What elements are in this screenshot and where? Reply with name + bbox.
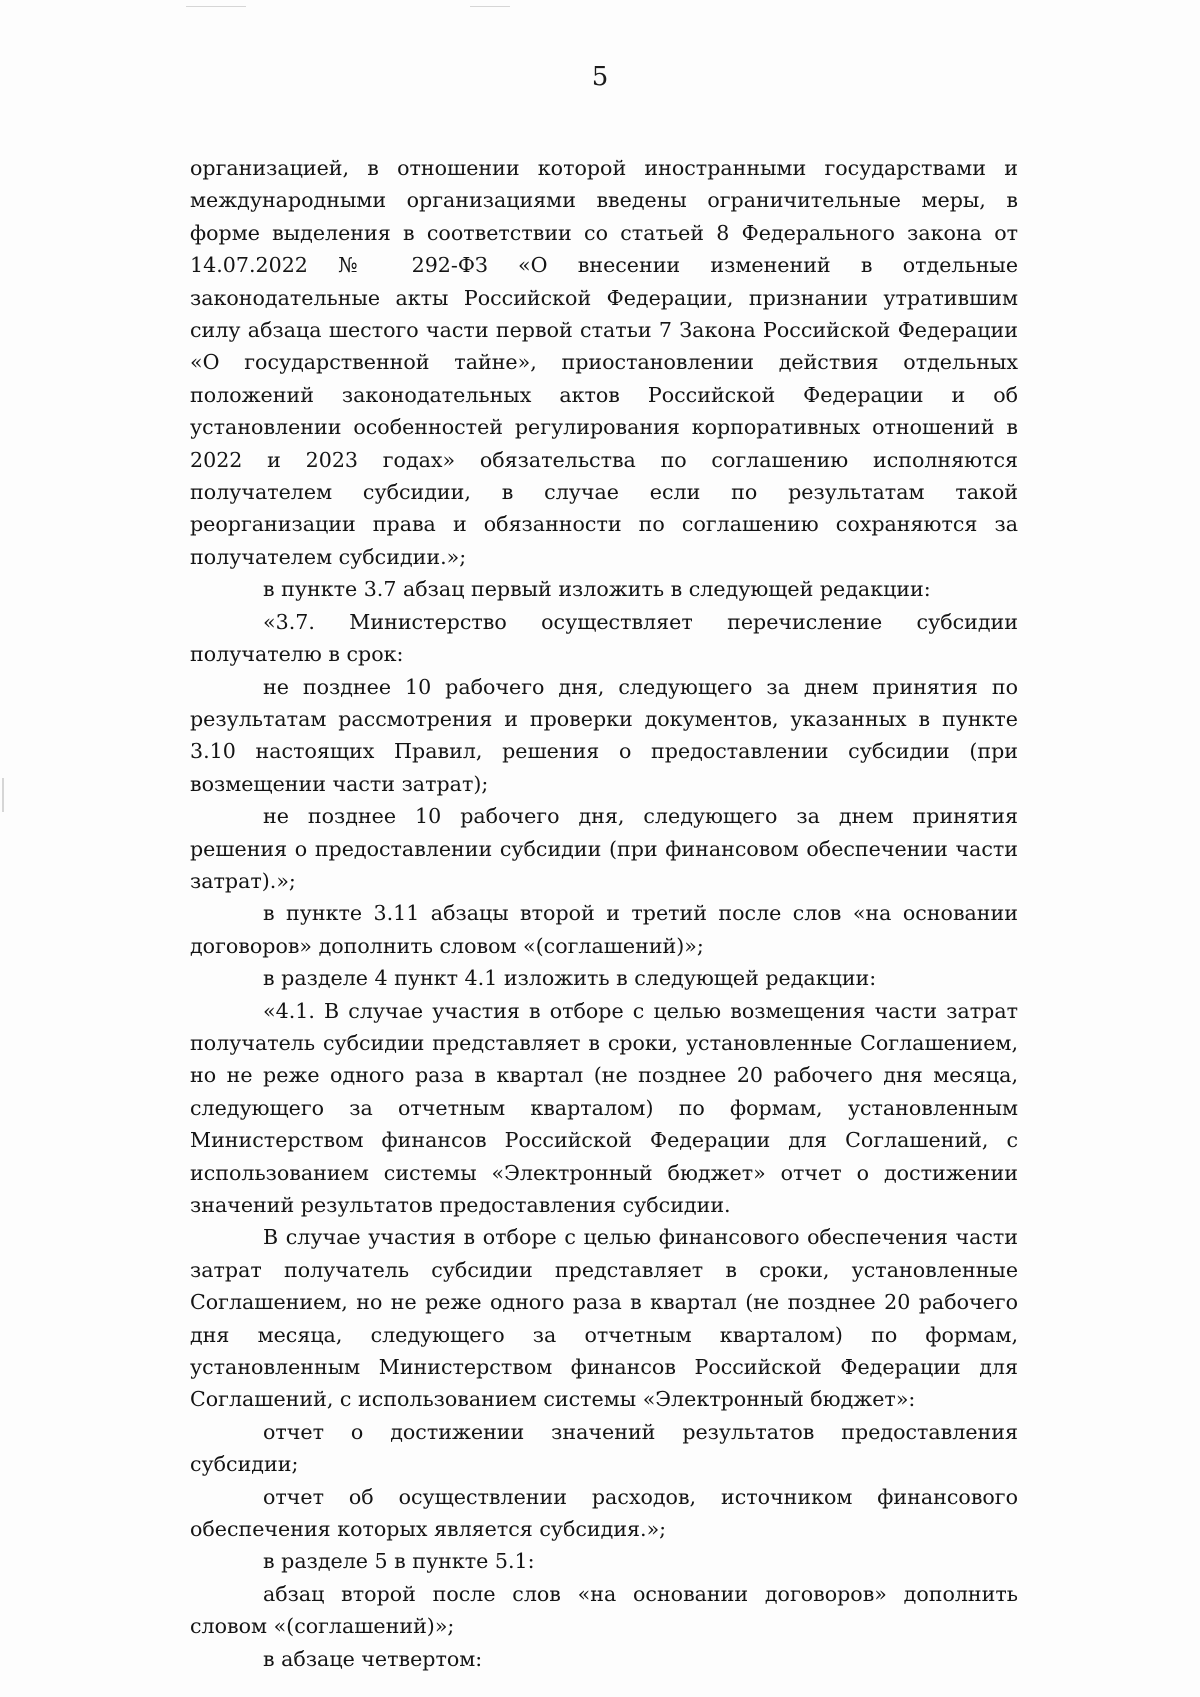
paragraph: организацией, в отношении которой иностранными государствами и международными организациями введены ограничительные меры, в форме выделения в соответствии со статьей 8 Федерального закона от 14.07.2022 № 292-ФЗ «О внесении изменений в отдельные законодательные акты Российской Федерации, признании утратившим силу абзаца шестого части первой статьи 7 Закона Российской Федерации «О государственной тайне», приостановлении действия отдельных положений законодательных актов Российской Федерации и об установлении особенностей регулирования корпоративных отношений в 2022 и 2023 годах» обязательства по соглашению исполняются получателем субсидии, в случае если по результатам такой реорганизации права и обязанности по соглашению сохраняются за получателем субсидии.»; <box>190 156 1018 569</box>
paragraph: отчет о достижении значений результатов предоставления субсидии; <box>190 1419 1018 1477</box>
scan-artifact <box>470 6 510 7</box>
page-number: 5 <box>591 62 609 92</box>
paragraph: в разделе 4 пункт 4.1 изложить в следующей редакции: <box>263 966 877 991</box>
paragraph: «4.1. В случае участия в отборе с целью возмещения части затрат получатель субсидии представляет в сроки, установленные Соглашением, но не реже одного раза в квартал (не позднее 20 рабочего дня месяца, следующего за отчетным кварталом) по формам, установленным Министерством финансов Российской Федерации для Соглашений, с использованием системы «Электронный бюджет» отчет о достижении значений результатов предоставления субсидии. <box>190 998 1018 1217</box>
scan-artifact <box>186 6 246 7</box>
paragraph: в пункте 3.7 абзац первый изложить в следующей редакции: <box>263 577 931 602</box>
paragraph: в разделе 5 в пункте 5.1: <box>263 1549 535 1574</box>
paragraph: не позднее 10 рабочего дня, следующего за днем принятия по результатам рассмотрения и проверки документов, указанных в пункте 3.10 настоящих Правил, решения о предоставлении субсидии (при возмещении части затрат); <box>190 674 1018 796</box>
paragraph: в абзаце четвертом: <box>263 1646 483 1671</box>
paragraph: в пункте 3.11 абзацы второй и третий после слов «на основании договоров» дополнить словом «(соглашений)»; <box>190 901 1018 958</box>
paragraph: В случае участия в отборе с целью финансового обеспечения части затрат получатель субсидии представляет в сроки, установленные Соглашением, но не реже одного раза в квартал (не позднее 20 рабочего дня месяца, следующего за отчетным кварталом) по формам, установленным Министерством финансов Российской Федерации для Соглашений, с использованием системы «Электронный бюджет»: <box>190 1225 1018 1412</box>
paragraph: отчет об осуществлении расходов, источником финансового обеспечения которых является субсидия.»; <box>190 1484 1018 1542</box>
paragraph: абзац второй после слов «на основании договоров» дополнить словом «(соглашений)»; <box>190 1581 1018 1639</box>
paragraph: не позднее 10 рабочего дня, следующего за днем принятия решения о предоставлении субсидии (при финансовом обеспечении части затрат).»; <box>190 804 1018 893</box>
document-body <box>190 152 1018 1675</box>
scan-artifact <box>2 778 4 812</box>
paragraph: «3.7. Министерство осуществляет перечисление субсидии получателю в срок: <box>190 609 1018 667</box>
